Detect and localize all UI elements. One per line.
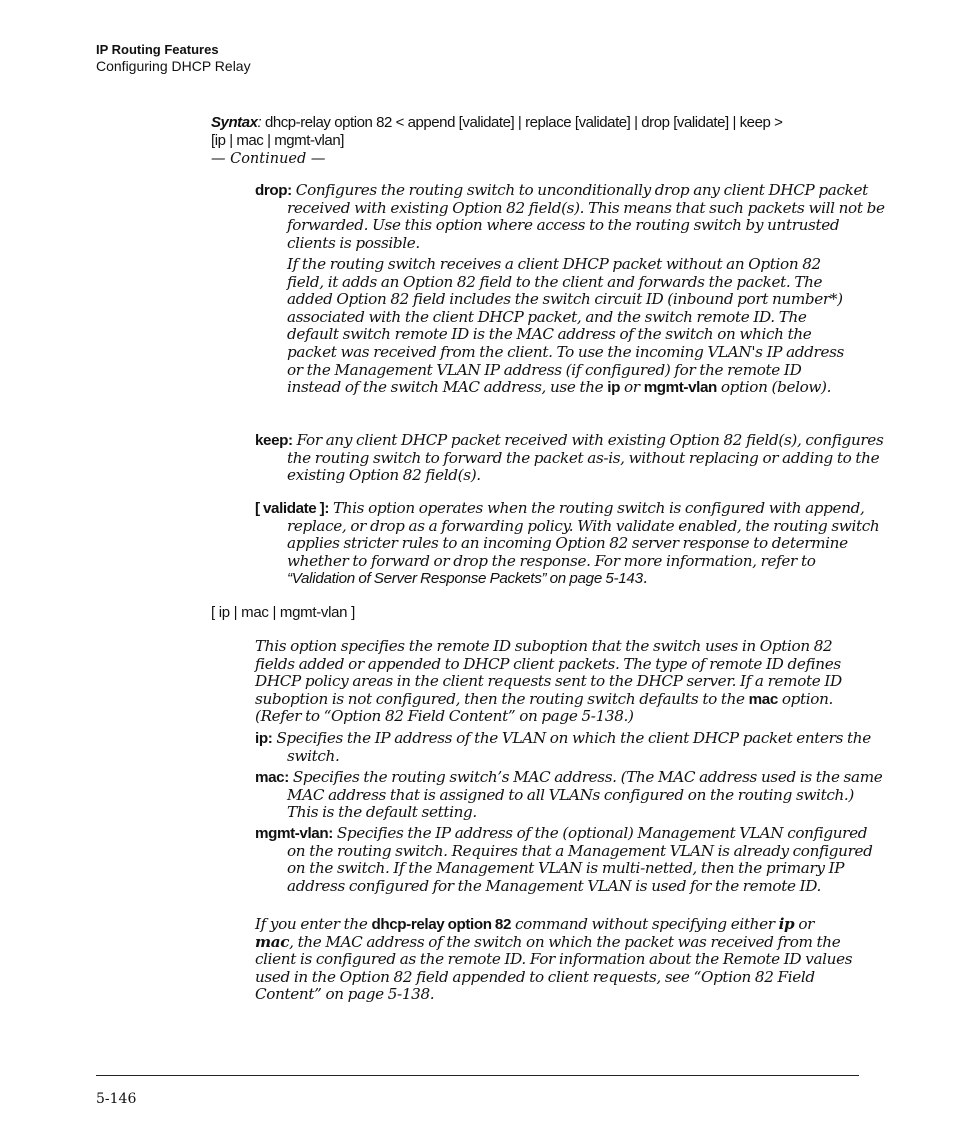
mac-emphasis: mac <box>255 932 290 951</box>
final-note <box>255 916 853 1004</box>
ip-description: Specifies the IP address of the VLAN on which the client DHCP packet enters the switch. <box>276 729 871 765</box>
drop-term: drop: <box>255 182 292 199</box>
validation-cross-reference-link[interactable]: “Validation of Server Response Packets” on page 5-143 <box>287 570 643 588</box>
remote-id-intro <box>255 638 853 726</box>
mgmt-vlan-keyword: mgmt-vlan <box>643 379 717 397</box>
final-note-text-a: If you enter the <box>255 915 368 933</box>
syntax-command-line1: dhcp-relay option 82 < append [validate] | replace [validate] | drop [validate] | keep > <box>264 114 783 131</box>
ip-term: ip: <box>255 730 273 747</box>
mac-option <box>255 769 885 822</box>
keep-description: For any client DHCP packet received with existing Option 82 field(s), configures the routing switch to forward the packet as-is, without replacing or adding to the existing Option 82 field(s). <box>287 431 884 485</box>
drop-paragraph-end: option (below). <box>720 378 832 397</box>
validate-term: [ validate ]: <box>255 500 329 517</box>
running-header <box>96 41 251 75</box>
mac-description: Specifies the routing switch’s MAC address. (The MAC address used is the same MAC address that is assigned to all VLANs configured on the routing switch.) This is the default setting. <box>287 768 883 822</box>
syntax-command-line2: [ip | mac | mgmt-vlan] <box>211 132 344 149</box>
mac-term: mac: <box>255 769 289 786</box>
mac-keyword: mac <box>748 690 778 708</box>
mgmt-vlan-term: mgmt-vlan: <box>255 825 333 842</box>
drop-paragraph-2 <box>287 256 853 397</box>
remote-id-intro-end: option. (Refer to “Option 82 Field Content” on page 5-138.) <box>255 689 833 726</box>
mgmt-vlan-description: Specifies the IP address of the (optional) Management VLAN configured on the routing switch. Requires that a Management VLAN is already configured on the switch. If the Management VLAN is multi-netted, then the primary IP address configured for the Management VLAN is used for the remote ID. <box>287 824 873 895</box>
drop-description: Configures the routing switch to unconditionally drop any client DHCP packet received with existing Option 82 field(s). This means that such packets will not be forwarded. Use this option where access to the routing switch by untrusted clients is possible. <box>287 181 885 252</box>
ip-keyword: ip <box>607 379 620 397</box>
ip-option <box>255 730 885 765</box>
page-number: 5-146 <box>96 1091 137 1107</box>
keep-option <box>255 432 885 485</box>
ip-emphasis: ip <box>778 915 795 933</box>
footer-rule <box>96 1075 859 1076</box>
keep-term: keep: <box>255 432 293 449</box>
dhcp-relay-command: dhcp-relay option 82 <box>371 916 512 933</box>
drop-option <box>255 182 885 252</box>
or-word: or <box>623 378 640 397</box>
subsection-title: Configuring DHCP Relay <box>96 58 251 74</box>
validate-period: . <box>642 569 648 588</box>
mgmt-vlan-option <box>255 825 885 895</box>
syntax-block: Syntax: dhcp-relay option 82 < append [validate] | replace [validate] | drop [validate] | keep > [ip | mac | mgmt-vlan] — Continued — <box>211 114 861 168</box>
validate-option <box>255 500 885 588</box>
validate-description: This option operates when the routing switch is configured with append, replace, or drop as a forwarding policy. With validate enabled, the routing switch applies stricter rules to an incoming Option 82 server response to determine whether to forward or drop the response. For more information, refer to <box>287 499 880 570</box>
ip-mac-heading: [ ip | mac | mgmt-vlan ] <box>211 604 355 621</box>
drop-paragraph-text: If the routing switch receives a client DHCP packet without an Option 82 field, it adds an Option 82 field to the client and forwards the packet. The added Option 82 field includes the switch circuit ID (inbound port number*) associated with the client DHCP packet, and the switch remote ID. The default switch remote ID is the MAC address of the switch on which the packet was received from the client. To use the incoming VLAN's IP address or the Management VLAN IP address (if configured) for the remote ID instead of the switch MAC address, use the <box>287 255 844 397</box>
continued-label: — Continued — <box>211 151 326 167</box>
final-note-text-b: command without specifying either <box>515 915 775 933</box>
section-title: IP Routing Features <box>96 42 219 57</box>
remote-id-intro-text: This option specifies the remote ID suboption that the switch uses in Option 82 fields added or appended to DHCP client packets. The type of remote ID defines DHCP policy areas in the client requests sent to the DHCP server. If a remote ID suboption is not configured, then the routing switch defaults to the <box>255 637 842 708</box>
syntax-label: Syntax <box>211 114 258 131</box>
final-note-text-c: , the MAC address of the switch on which the packet was received from the client is configured as the remote ID. For information about the Remote ID values used in the Option 82 field appended to client requests, see “Option 82 Field Content” on page 5-138. <box>255 932 853 1004</box>
or-word-final: or <box>798 915 815 933</box>
